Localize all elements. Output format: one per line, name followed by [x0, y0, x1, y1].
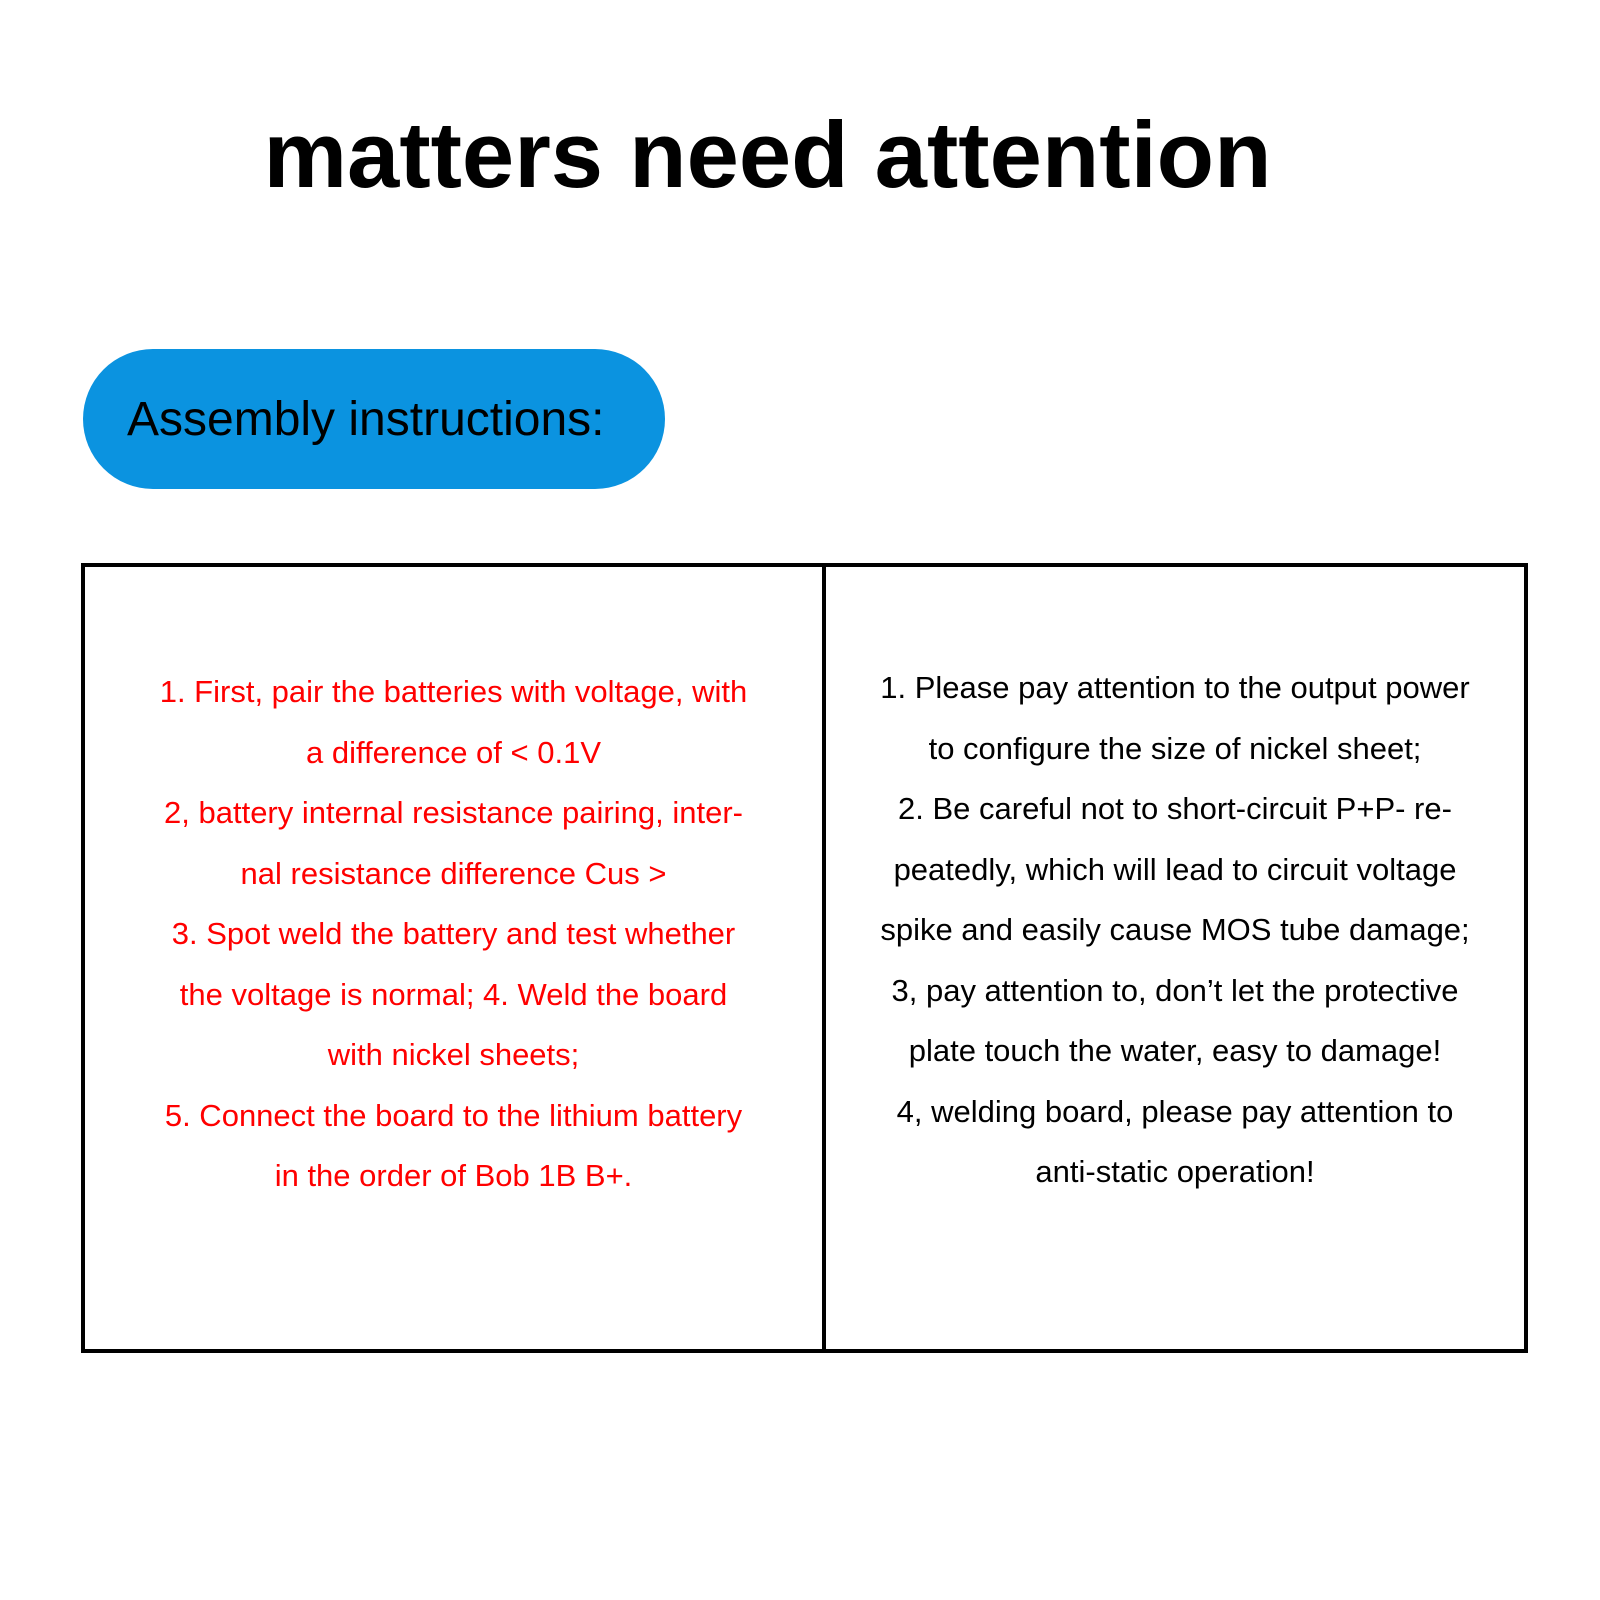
- assembly-step-line: a difference of < 0.1V: [306, 734, 601, 770]
- assembly-step-line: 3. Spot weld the battery and test whether: [171, 916, 736, 951]
- assembly-instructions-badge: [83, 349, 665, 489]
- precaution-line: 1. Please pay attention to the output power: [880, 670, 1470, 705]
- page-title: matters need attention: [263, 102, 1272, 207]
- precaution-line: peatedly, which will lead to circuit voltage: [893, 851, 1457, 887]
- assembly-step-line: in the order of Bob 1B B+.: [274, 1158, 633, 1193]
- precaution-line: anti-static operation!: [1035, 1154, 1315, 1189]
- precaution-line: 3, pay attention to, don’t let the protective: [891, 972, 1459, 1008]
- assembly-steps-cell: [85, 567, 826, 1349]
- assembly-step-line: with nickel sheets;: [327, 1037, 580, 1072]
- instructions-table: [81, 563, 1528, 1353]
- assembly-step-line: 1. First, pair the batteries with voltage, with: [159, 674, 748, 709]
- precaution-line: to configure the size of nickel sheet;: [928, 730, 1422, 766]
- precaution-line: 4, welding board, please pay attention to: [896, 1093, 1454, 1129]
- assembly-step-line: 2, battery internal resistance pairing, inter-: [164, 795, 743, 830]
- assembly-step-line: the voltage is normal; 4. Weld the board: [179, 976, 728, 1012]
- precaution-line: 2. Be careful not to short-circuit P+P- re-: [898, 791, 1452, 826]
- precaution-line: plate touch the water, easy to damage!: [908, 1033, 1442, 1068]
- precaution-line: spike and easily cause MOS tube damage;: [880, 912, 1470, 947]
- assembly-step-line: 5. Connect the board to the lithium battery: [164, 1097, 743, 1133]
- precautions-cell: [826, 567, 1524, 1349]
- assembly-step-line: nal resistance difference Cus >: [240, 855, 667, 891]
- assembly-instructions-label: Assembly instructions:: [127, 392, 605, 446]
